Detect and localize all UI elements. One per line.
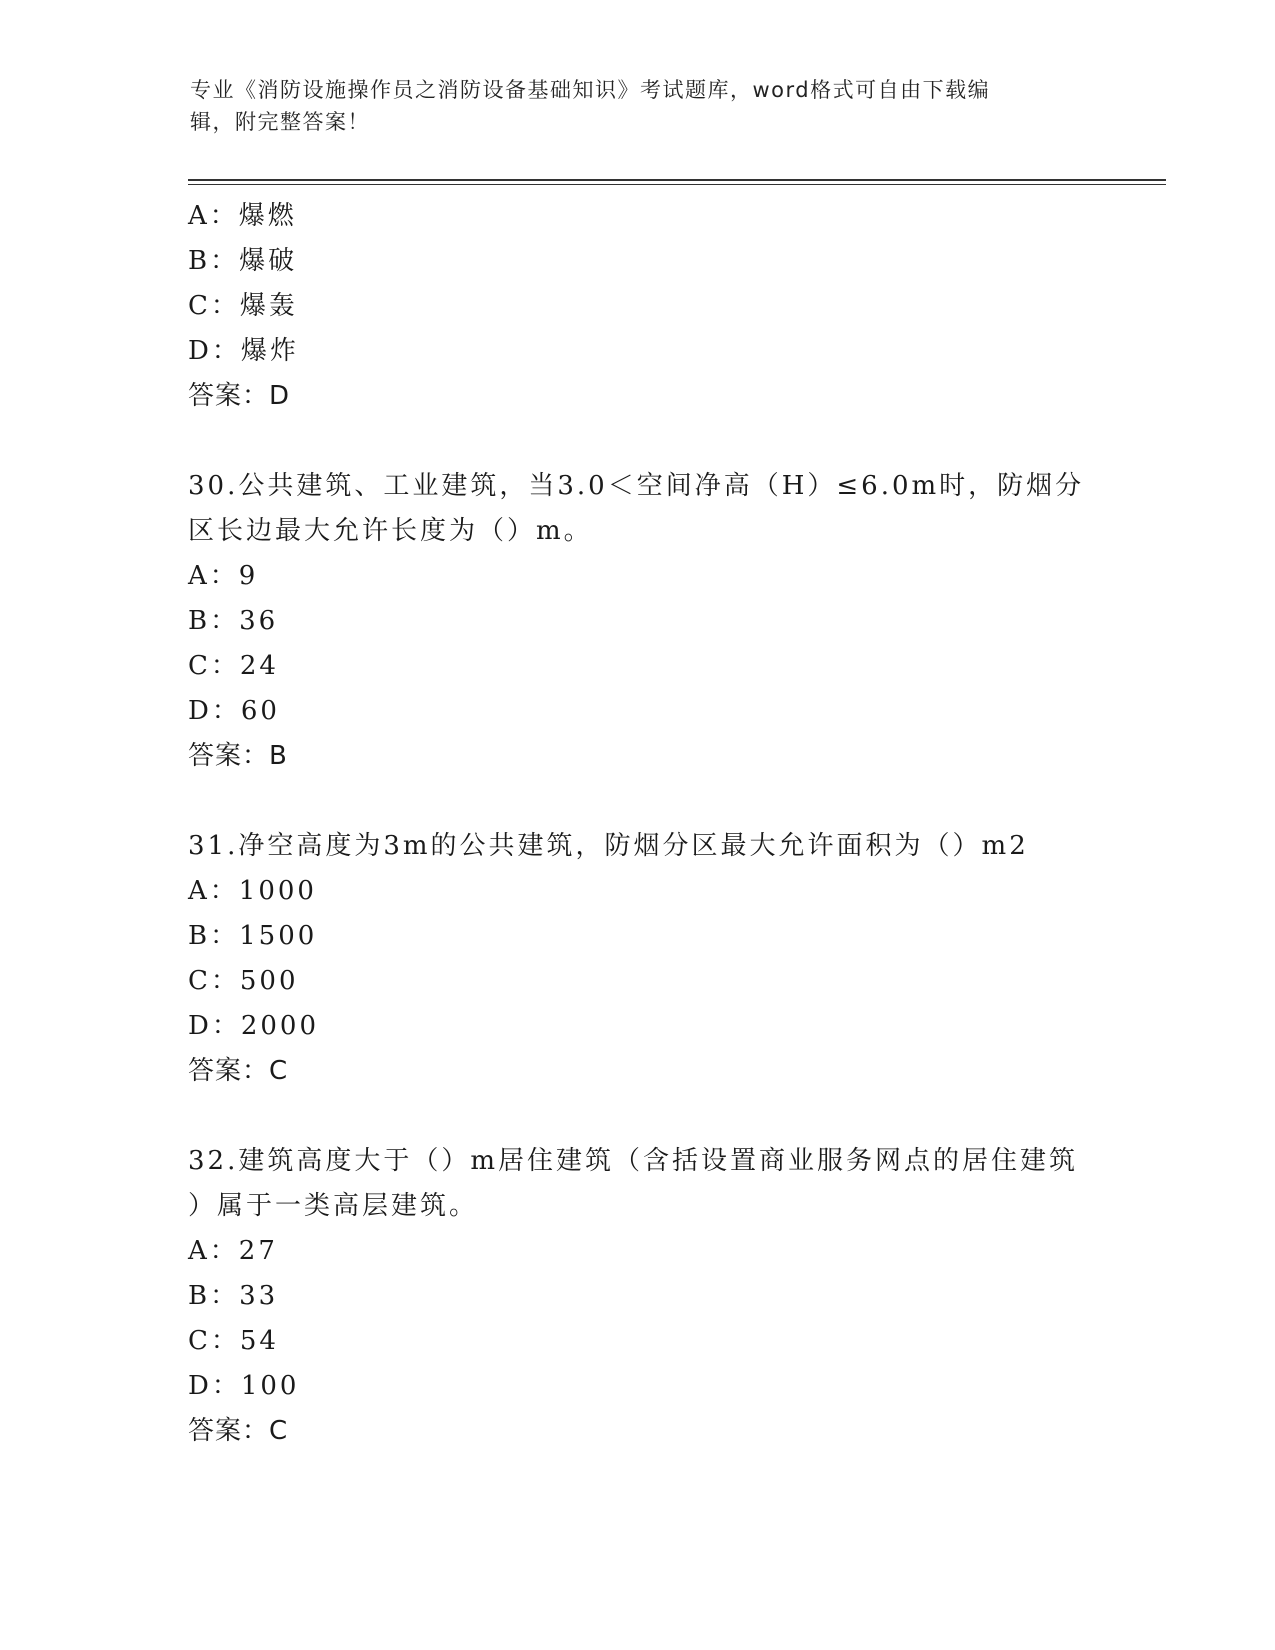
document-header bbox=[190, 74, 1090, 138]
answer-line: 答案：C bbox=[188, 1056, 289, 1086]
option-c: C：500 bbox=[188, 966, 299, 996]
option-d: D：爆炸 bbox=[188, 336, 299, 366]
option-a: A：1000 bbox=[188, 876, 317, 906]
header-line-2: 辑，附完整答案！ bbox=[190, 110, 370, 134]
option-c: C：24 bbox=[188, 651, 279, 681]
option-d: D：60 bbox=[188, 696, 280, 726]
option-b: B：爆破 bbox=[188, 246, 298, 276]
question-stem-31-line-1: 31.净空高度为3m的公共建筑，防烟分区最大允许面积为（）m2 bbox=[188, 831, 1029, 861]
answer-line: 答案：C bbox=[188, 1416, 289, 1446]
option-d: D：100 bbox=[188, 1371, 300, 1401]
header-line-1: 专业《消防设施操作员之消防设备基础知识》考试题库，word格式可自由下载编 bbox=[190, 78, 991, 102]
option-c: C：54 bbox=[188, 1326, 279, 1356]
option-d: D：2000 bbox=[188, 1011, 320, 1041]
option-a: A：爆燃 bbox=[188, 201, 297, 231]
header-divider-thick bbox=[188, 179, 1166, 181]
answer-line: 答案：B bbox=[188, 741, 288, 771]
question-stem-32-line-2: ）属于一类高层建筑。 bbox=[188, 1191, 479, 1221]
answer-line: 答案：D bbox=[188, 381, 291, 411]
option-b: B：1500 bbox=[188, 921, 318, 951]
option-b: B：36 bbox=[188, 606, 279, 636]
option-c: C：爆轰 bbox=[188, 291, 298, 321]
option-a: A：9 bbox=[188, 561, 259, 591]
option-b: B：33 bbox=[188, 1281, 279, 1311]
question-stem-30-line-1: 30.公共建筑、工业建筑，当3.0＜空间净高（H）≤6.0m时，防烟分 bbox=[188, 471, 1085, 501]
option-a: A：27 bbox=[188, 1236, 278, 1266]
question-stem-30-line-2: 区长边最大允许长度为（）m。 bbox=[188, 516, 593, 546]
header-divider-thin bbox=[188, 184, 1166, 185]
question-stem-32-line-1: 32.建筑高度大于（）m居住建筑（含括设置商业服务网点的居住建筑 bbox=[188, 1146, 1079, 1176]
